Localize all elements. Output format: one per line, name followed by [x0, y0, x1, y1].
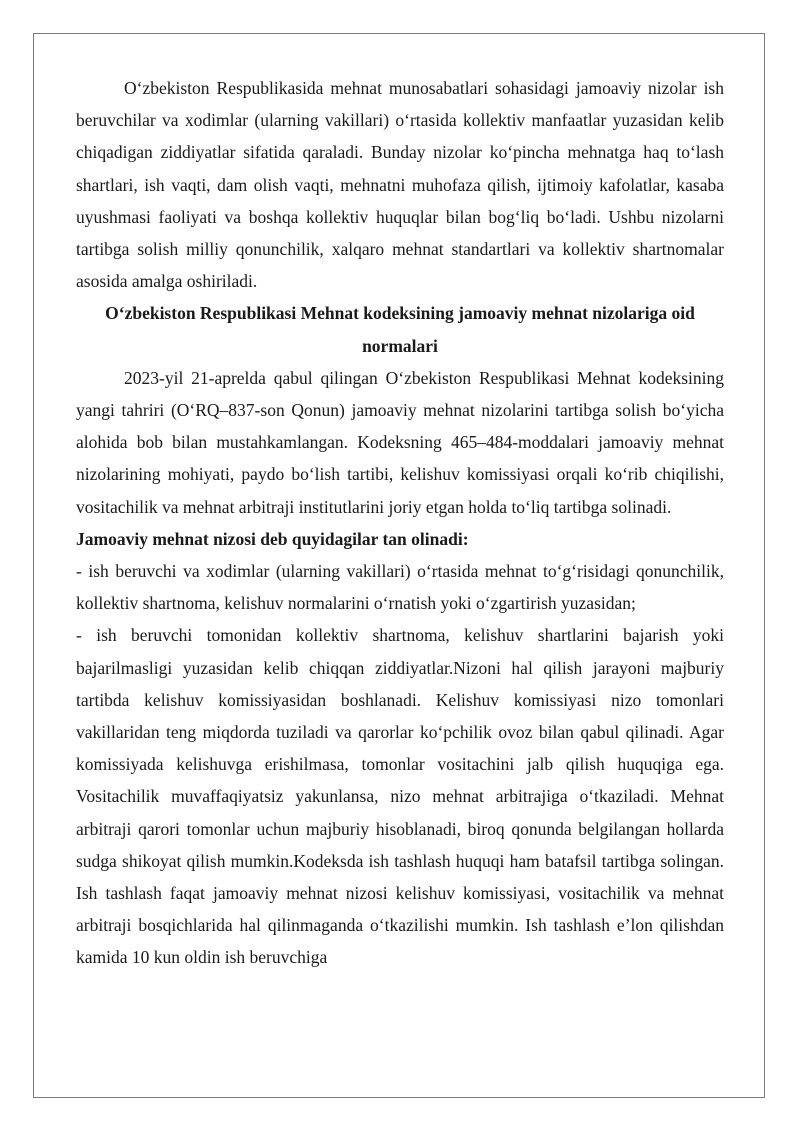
definition-subheading: Jamoaviy mehnat nizosi deb quyidagilar tan olinadi:	[76, 528, 469, 549]
section-heading: O‘zbekiston Respublikasi Mehnat kodeksining jamoaviy mehnat nizolariga oid normalari	[105, 303, 695, 356]
intro-paragraph: O‘zbekiston Respublikasida mehnat munosabatlari sohasidagi jamoaviy nizolar ish beruvchilar va xodimlar (ularning vakillari) o‘rtasida kollektiv manfaatlar yuzasidan kelib chiqadigan ziddiyatlar sifatida qaraladi. Bunday nizolar ko‘pincha mehnatga haq to‘lash shartlari, ish vaqti, dam olish vaqti, mehnatni muhofaza qilish, ijtimoiy kafolatlar, kasaba uyushmasi faoliyati va boshqa kollektiv huquqlar bilan bog‘liq bo‘ladi. Ushbu nizolarni tartibga solish milliy qonunchilik, xalqaro mehnat standartlari va kollektiv shartnomalar asosida amalga oshiriladi.	[76, 78, 724, 292]
list-item: - ish beruvchi tomonidan kollektiv shartnoma, kelishuv shartlarini bajarish yoki bajarilmasligi yuzasidan kelib chiqqan ziddiyatlar.Nizoni hal qilish jarayoni majburiy tartibda kelishuv komissiyasidan boshlanadi. Kelishuv komissiyasi nizo tomonlari vakillaridan teng miqdorda tuziladi va qarorlar ko‘pchilik ovoz bilan qabul qilinadi. Agar komissiyada kelishuvga erishilmasa, tomonlar vositachini jalb qilish huquqiga ega. Vositachilik muvaffaqiyatsiz yakunlansa, nizo mehnat arbitrajiga o‘tkaziladi. Mehnat arbitraji qarori tomonlar uchun majburiy hisoblanadi, biroq qonunda belgilangan hollarda sudga shikoyat qilish mumkin.Kodeksda ish tashlash huquqi ham batafsil tartibga solingan. Ish tashlash faqat jamoaviy mehnat nizosi kelishuv komissiyasi, vositachilik va mehnat arbitraji bosqichlarida hal qilinmaganda o‘tkazilishi mumkin. Ish tashlash e’lon qilishdan kamida 10 kun oldin ish beruvchiga	[76, 625, 724, 968]
document-body	[76, 72, 724, 974]
list-item: - ish beruvchi va xodimlar (ularning vakillari) o‘rtasida mehnat to‘g‘risidagi qonunchilik, kollektiv shartnoma, kelishuv normalarini o‘rnatish yoki o‘zgartirish yuzasidan;	[76, 561, 724, 614]
code-paragraph: 2023-yil 21-aprelda qabul qilingan O‘zbekiston Respublikasi Mehnat kodeksining yangi tahriri (O‘RQ–837-son Qonun) jamoaviy mehnat nizolarini tartibga solish bo‘yicha alohida bob bilan mustahkamlangan. Kodeksning 465–484-moddalari jamoaviy mehnat nizolarining mohiyati, paydo bo‘lish tartibi, kelishuv komissiyasi orqali ko‘rib chiqilishi, vositachilik va mehnat arbitraji institutlarini joriy etgan holda to‘liq tartibga solinadi.	[76, 367, 724, 517]
